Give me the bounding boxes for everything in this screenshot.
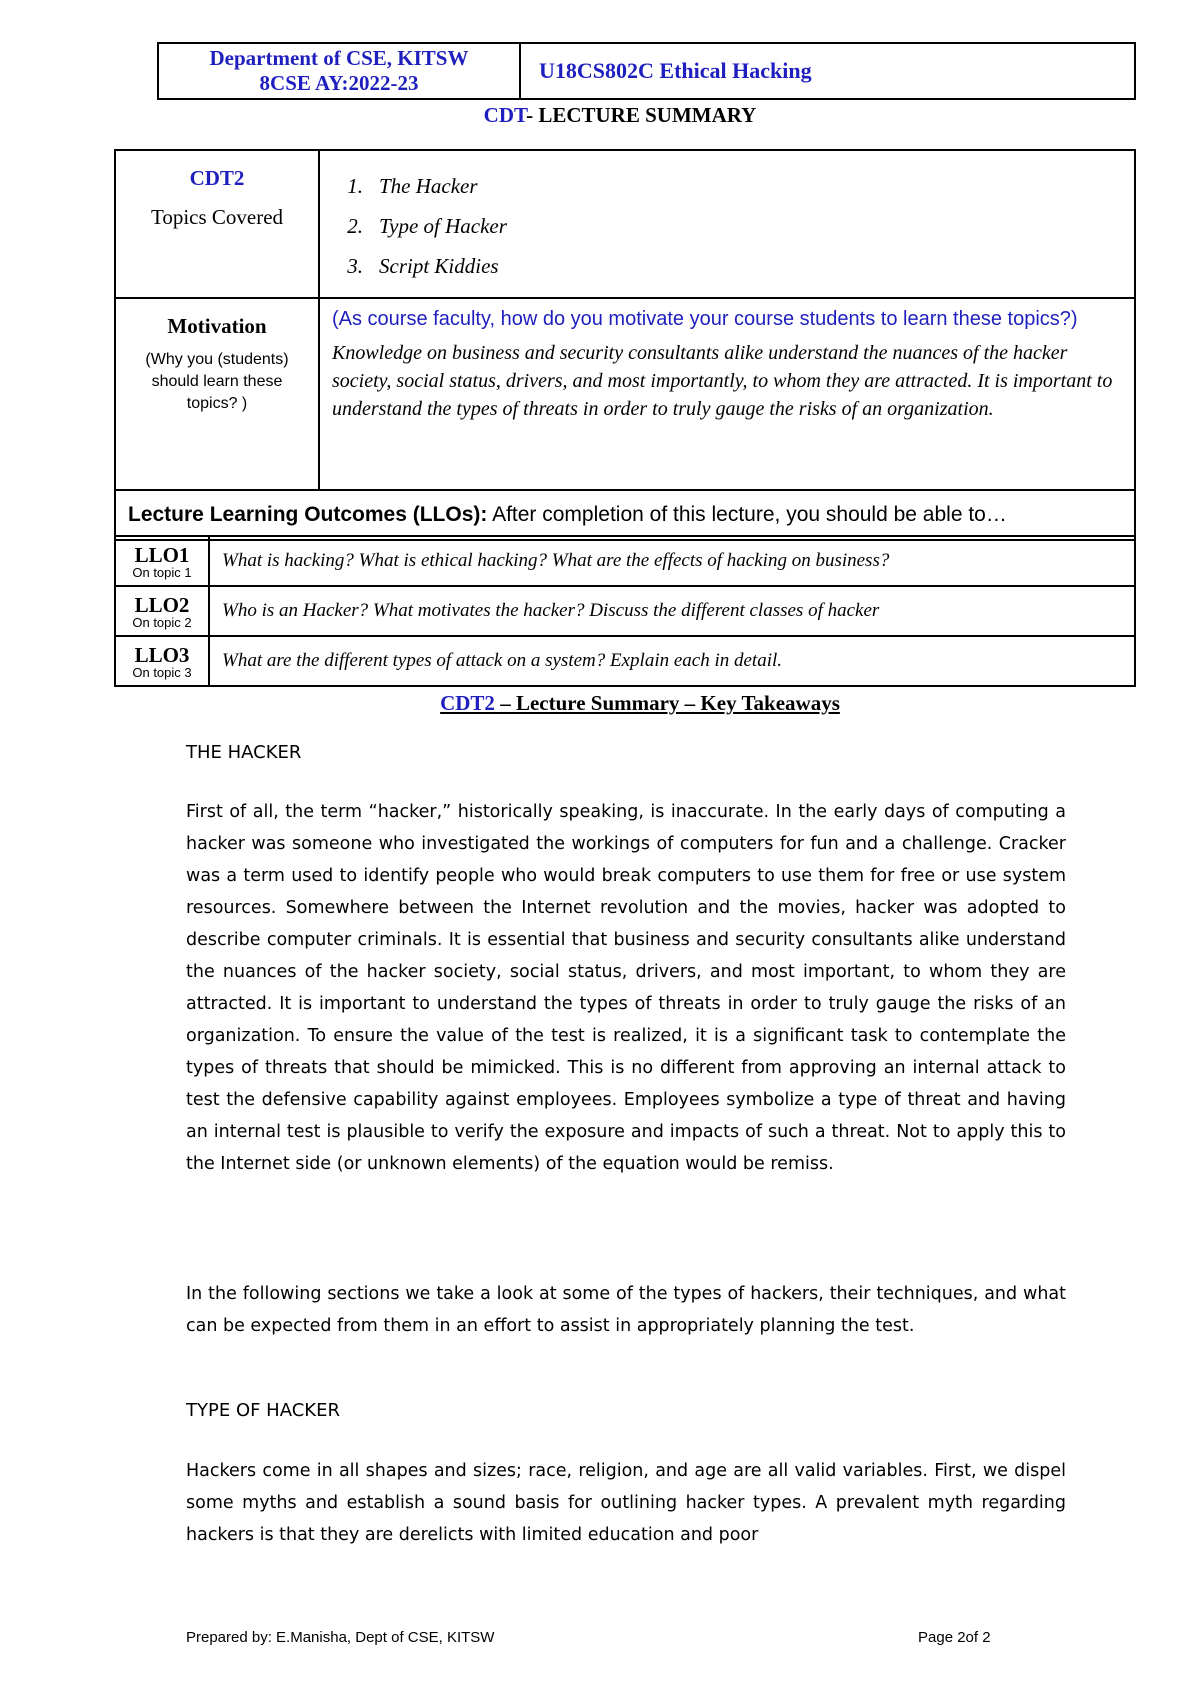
heading-type-of-hacker: TYPE OF HACKER xyxy=(186,1400,340,1421)
motivation-answer: Knowledge on business and security consultants alike understand the nuances of the hacker society, social status, drivers, and most importantly, to whom they are attracted. It is important to understand the types of threats in order to truly gauge the risks of an organization. xyxy=(332,342,1113,420)
llo-text: What are the different types of attack on a system? Explain each in detail. xyxy=(209,636,1135,686)
llo-id-cell: LLO2 On topic 2 xyxy=(115,586,209,636)
summary-title-rest: - LECTURE SUMMARY xyxy=(526,103,757,127)
llo-text: What is hacking? What is ethical hacking? What are the effects of hacking on business? xyxy=(209,536,1135,586)
llo-row xyxy=(115,636,1135,686)
motivation-title: Motivation xyxy=(167,314,267,338)
key-takeaways-title xyxy=(0,691,1200,716)
cdt-cell xyxy=(115,150,319,298)
paragraph-3: Hackers come in all shapes and sizes; race, religion, and age are all valid variables. First, we dispel some myths and establish a sound basis for outlining hacker types. A prevalent myth regarding hackers is that they are derelicts with limited education and poor xyxy=(186,1461,1066,1545)
llo-id-cell: LLO1 On topic 1 xyxy=(115,536,209,586)
motivation-question: (As course faculty, how do you motivate your course students to learn these topics?) xyxy=(332,308,1078,330)
footer-page-number: Page 2of 2 xyxy=(918,1629,991,1646)
key-takeaways-rest: – Lecture Summary – Key Takeaways xyxy=(494,691,840,715)
course-title: U18CS802C Ethical Hacking xyxy=(539,58,812,83)
paragraph-1: First of all, the term “hacker,” historically speaking, is inaccurate. In the early days of computing a hacker was someone who investigated the workings of computers for fun and a challenge. Cracker was a term used to identify people who would break computers to use them for free or use system resources. Somewhere between the Internet revolution and the movies, hacker was adopted to describe computer criminals. It is essential that business and security consultants alike understand the nuances of the hacker society, social status, drivers, and most important, to whom they are attracted. It is important to understand the types of threats in order to truly gauge the risks of an organization. To ensure the value of the test is realized, it is a significant task to contemplate the types of threats that should be mimicked. This is no different from approving an internal attack to test the defensive capability against employees. Employees symbolize a type of threat and having an internal test is plausible to verify the exposure and impacts of such a threat. Not to apply this to the Internet side (or unknown elements) of the equation would be remiss. xyxy=(186,802,1066,1174)
academic-year: 8CSE AY:2022-23 xyxy=(259,71,419,95)
llo-row xyxy=(115,536,1135,586)
llo-table xyxy=(114,535,1136,687)
llo-text: Who is an Hacker? What motivates the hacker? Discuss the different classes of hacker xyxy=(209,586,1135,636)
topic-item: 2. Type of Hacker xyxy=(347,214,507,238)
topics-table xyxy=(114,149,1136,541)
heading-the-hacker: THE HACKER xyxy=(186,742,302,763)
llo-header-rest: After completion of this lecture, you should be able to… xyxy=(487,503,1007,526)
department-name: Department of CSE, KITSW xyxy=(209,46,469,70)
llo-header xyxy=(115,490,1135,540)
motivation-subtitle: (Why you (students) should learn these topics? ) xyxy=(145,351,289,412)
paragraph-2: In the following sections we take a look at some of the types of hackers, their techniques, and what can be expected from them in an effort to assist in appropriately planning the test. xyxy=(186,1284,1066,1336)
cdt-label: CDT2 xyxy=(189,166,245,190)
topic-item: 3. Script Kiddies xyxy=(347,254,499,278)
motivation-label-cell xyxy=(115,298,319,490)
summary-title xyxy=(0,103,1200,128)
summary-title-prefix: CDT xyxy=(483,103,527,127)
topics-cell xyxy=(319,150,1135,298)
llo-header-bold: Lecture Learning Outcomes (LLOs): xyxy=(128,503,488,526)
llo-row xyxy=(115,586,1135,636)
header-box xyxy=(157,42,1136,100)
department-cell xyxy=(159,44,521,98)
topics-covered-label: Topics Covered xyxy=(150,205,284,229)
llo-id-cell: LLO3 On topic 3 xyxy=(115,636,209,686)
topic-item: 1. The Hacker xyxy=(347,174,478,198)
key-takeaways-prefix: CDT2 xyxy=(440,691,495,715)
course-cell xyxy=(521,44,1134,98)
footer-prepared-by: Prepared by: E.Manisha, Dept of CSE, KITSW xyxy=(186,1629,495,1646)
topic-list xyxy=(321,152,1133,296)
motivation-content-cell xyxy=(319,298,1135,490)
